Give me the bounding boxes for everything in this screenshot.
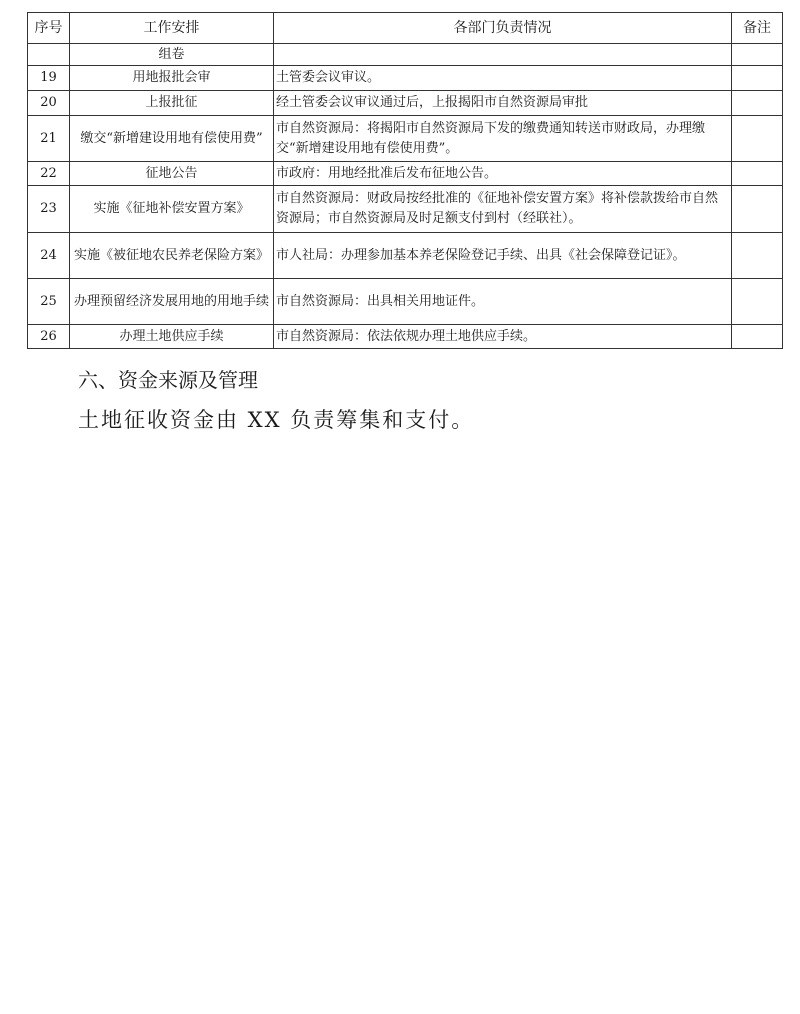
row-dept: 市人社局：办理参加基本养老保险登记手续、出具《社会保障登记证》。	[274, 233, 732, 279]
table-row	[28, 186, 783, 233]
header-num: 序号	[28, 13, 70, 44]
row-note	[732, 44, 783, 66]
row-dept: 经土管委会议审议通过后，上报揭阳市自然资源局审批	[274, 91, 732, 116]
row-dept: 市自然资源局：财政局按经批准的《征地补偿安置方案》将补偿款拨给市自然资源局；市自然资源局及时足额支付到村（经联社）。	[274, 186, 732, 233]
row-num: 24	[28, 233, 70, 279]
row-note	[732, 116, 783, 162]
row-task: 缴交“新增建设用地有偿使用费”	[70, 116, 274, 162]
row-num: 25	[28, 279, 70, 325]
row-num	[28, 44, 70, 66]
row-task: 实施《征地补偿安置方案》	[70, 186, 274, 233]
table-row	[28, 66, 783, 91]
table-row	[28, 279, 783, 325]
table-row	[28, 44, 783, 66]
row-num: 19	[28, 66, 70, 91]
header-task: 工作安排	[70, 13, 274, 44]
row-task: 办理土地供应手续	[70, 325, 274, 349]
table-row	[28, 325, 783, 349]
row-note	[732, 325, 783, 349]
row-dept: 市自然资源局：出具相关用地证件。	[274, 279, 732, 325]
row-task: 用地报批会审	[70, 66, 274, 91]
row-task: 上报批征	[70, 91, 274, 116]
row-note	[732, 66, 783, 91]
row-note	[732, 233, 783, 279]
table-row	[28, 233, 783, 279]
work-arrangement-table	[27, 12, 783, 349]
row-num: 21	[28, 116, 70, 162]
row-note	[732, 91, 783, 116]
row-num: 22	[28, 162, 70, 186]
row-note	[732, 162, 783, 186]
table-row	[28, 116, 783, 162]
row-dept: 市政府：用地经批准后发布征地公告。	[274, 162, 732, 186]
row-note	[732, 186, 783, 233]
section-body-text: 土地征收资金由 XX 负责筹集和支付。	[78, 408, 475, 432]
row-num: 26	[28, 325, 70, 349]
row-num: 23	[28, 186, 70, 233]
table-row	[28, 162, 783, 186]
row-dept: 土管委会议审议。	[274, 66, 732, 91]
row-task: 征地公告	[70, 162, 274, 186]
row-note	[732, 279, 783, 325]
header-note: 备注	[732, 13, 783, 44]
row-dept: 市自然资源局：依法依规办理土地供应手续。	[274, 325, 732, 349]
row-dept	[274, 44, 732, 66]
row-task: 组卷	[70, 44, 274, 66]
table-header-row	[28, 13, 783, 44]
row-num: 20	[28, 91, 70, 116]
row-task: 办理预留经济发展用地的用地手续	[70, 279, 274, 325]
row-task: 实施《被征地农民养老保险方案》	[70, 233, 274, 279]
section-heading: 六、资金来源及管理	[78, 368, 258, 392]
table-row	[28, 91, 783, 116]
row-dept: 市自然资源局：将揭阳市自然资源局下发的缴费通知转送市财政局，办理缴交“新增建设用地有偿使用费”。	[274, 116, 732, 162]
header-dept: 各部门负责情况	[274, 13, 732, 44]
